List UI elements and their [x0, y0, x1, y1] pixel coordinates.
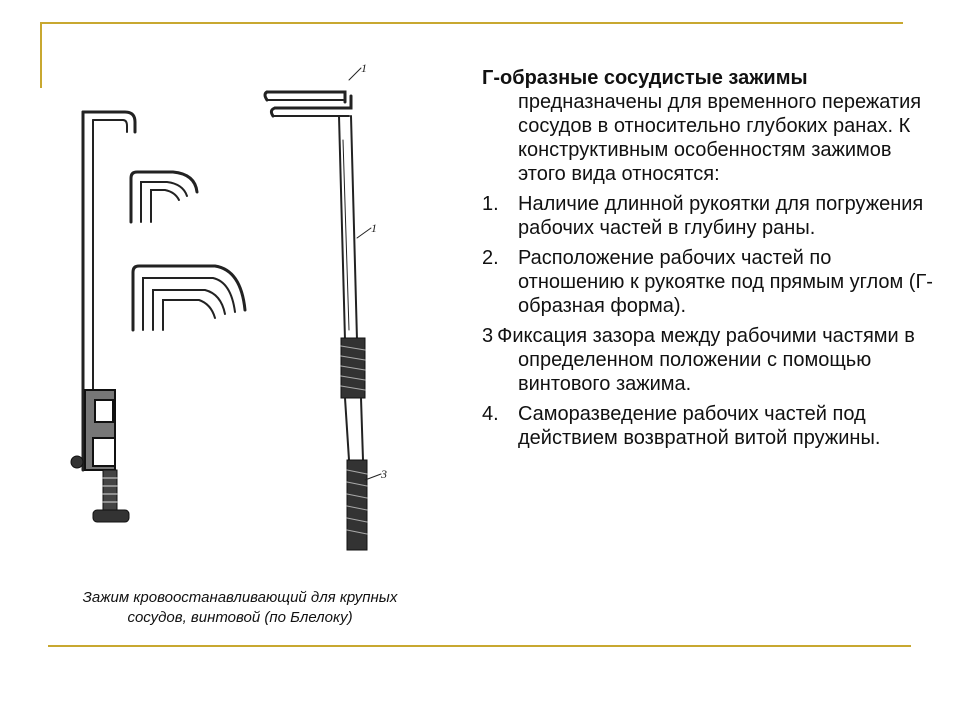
- caption-line-2: сосудов, винтовой (по Блелоку): [127, 609, 353, 626]
- list-item: [482, 192, 942, 240]
- list-number: 1.: [482, 193, 499, 215]
- caption-line-1: Зажим кровоостанавливающий для крупных: [82, 589, 398, 606]
- description-text: [482, 66, 942, 450]
- clamp-illustration: [55, 50, 455, 580]
- bottom-rule: [48, 645, 911, 647]
- list-number: 4.: [482, 403, 499, 425]
- list-number: 2.: [482, 247, 499, 269]
- list-text: Наличие длинной рукоятки для погружения рабочих частей в глубину раны.: [518, 193, 924, 239]
- list-text: Саморазведение рабочих частей под действием возвратной витой пружины.: [518, 403, 881, 449]
- jaw-detail-small: [131, 172, 197, 222]
- list-number: 3: [482, 325, 494, 347]
- list-item: [482, 324, 942, 396]
- heading-title: Г-образные сосудистые зажимы: [482, 67, 808, 89]
- top-rule: [40, 22, 903, 24]
- list-text: Фиксация зазора между рабочими частями в определенном положении с помощью винтового зажима.: [497, 325, 915, 395]
- intro-body: предназначены для временного пережатия сосудов в относительно глубоких ранах. К конструктивным особенностям зажимов этого вида относятся:: [518, 91, 922, 185]
- part-label-1-top: 1: [361, 61, 367, 75]
- figure-caption: [30, 588, 450, 628]
- list-item: [482, 246, 942, 318]
- screw-clamp-drawing: [71, 112, 135, 522]
- left-rule: [40, 22, 42, 88]
- part-label-1-shaft: 1: [371, 221, 377, 235]
- spring-clamp-drawing: [265, 68, 381, 550]
- list-item: [482, 402, 942, 450]
- list-text: Расположение рабочих частей по отношению к рукоятке под прямым углом (Г-образная форма).: [518, 247, 933, 317]
- part-label-3: 3: [381, 467, 387, 481]
- intro-paragraph: [482, 66, 942, 186]
- part-labels: [361, 61, 387, 481]
- jaw-detail-large: [133, 266, 245, 330]
